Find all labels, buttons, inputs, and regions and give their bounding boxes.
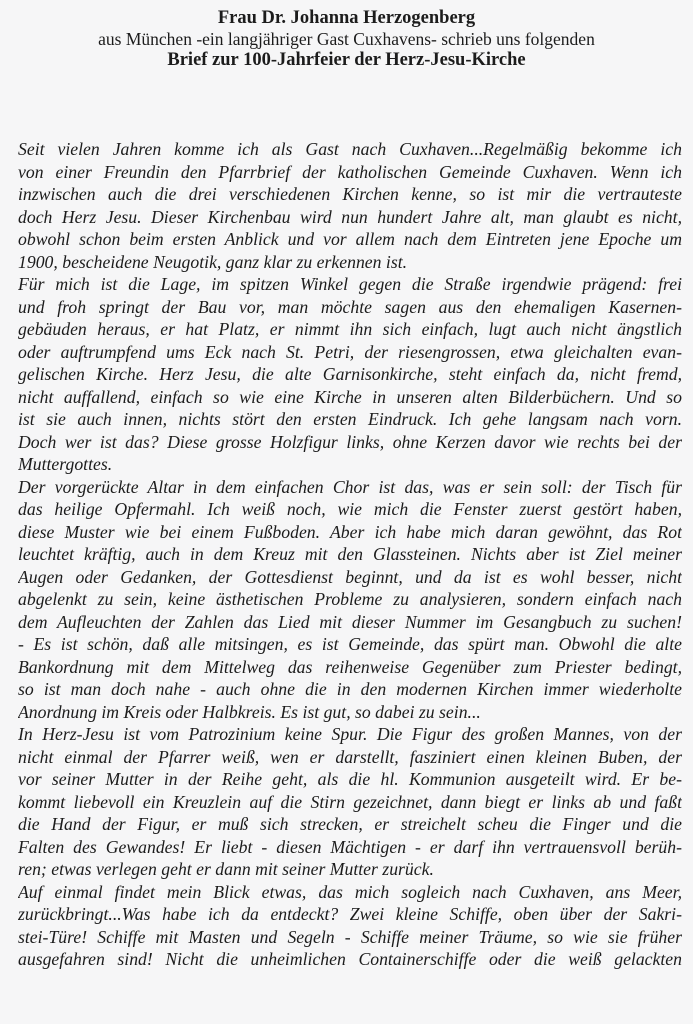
letter-line: von einer Freundin den Pfarrbrief der katholischen Gemeinde Cuxhaven. Wenn ich [18,161,682,182]
document-header [0,8,693,71]
letter-line: vor seiner Mutter in der Reihe geht, als die hl. Kommunion ausgeteilt wird. Er be- [18,769,682,789]
letter-line: - Es ist schön, daß alle mitsingen, es ist Gemeinde, das spürt man. Obwohl die alte [18,634,682,654]
letter-line: ist sie auch innen, nichts stört den ersten Eindruck. Ich gehe langsam nach vorn. [18,409,682,429]
letter-line: diese Muster wie bei einem Fußboden. Aber ich habe mich daran gewöhnt, das Rot [18,521,682,542]
letter-line: gelischen Kirche. Herz Jesu, die alte Garnisonkirche, steht einfach da, nicht fremd, [18,364,682,384]
letter-line: Bankordnung mit dem Mittelweg das reihenweise Gegenüber zum Priester bedingt, [18,656,682,677]
letter-line: gebäuden heraus, er hat Platz, er nimmt ihn sich einfach, lugt auch nicht ängstlich [18,319,682,339]
letter-line: inzwischen auch die drei verschiedenen Kirchen kenne, so ist mir die vertrauteste [18,184,682,204]
letter-line: zurückbringt...Was habe ich da entdeckt? Zwei kleine Schiffe, oben über der Sakri- [18,904,682,924]
letter-line: dem Aufleuchten der Zahlen das Lied mit dieser Nummer im Gesangbuch zu suchen! [18,611,682,632]
letter-line: nicht einmal der Pfarrer weiß, wen er darstellt, fasziniert einen kleinen Buben, der [18,746,682,767]
letter-line: Doch wer ist das? Diese grosse Holzfigur links, ohne Kerzen davor wie rechts bei der [18,431,682,452]
letter-line: die Hand der Figur, er muß sich strecken, er streichelt scheu die Finger und die [18,814,682,834]
letter-line: In Herz-Jesu ist vom Patrozinium keine Spur. Die Figur des großen Mannes, von der [18,724,682,744]
letter-line: kommt liebevoll ein Kreuzlein auf die Stirn gezeichnet, dann biegt er links ab und faßt [18,791,682,812]
letter-line: das heilige Opfermahl. Ich weiß noch, wie mich die Fenster zuerst gestört haben, [18,499,682,519]
letter-line: ausgefahren sind! Nicht die unheimlichen Containerschiffe oder die weiß gelackten [18,949,682,969]
letter-line: 1900, bescheidene Neugotik, ganz klar zu erkennen ist. [18,251,408,272]
author-title: Frau Dr. Johanna Herzogenberg [217,8,476,28]
letter-line: Der vorgerückte Altar in dem einfachen Chor ist das, was er sein soll: der Tisch für [18,476,682,497]
letter-line: so ist man doch nahe - auch ohne die in den modernen Kirchen immer wiederholte [18,679,682,699]
letter-line: Seit vielen Jahren komme ich als Gast nach Cuxhaven...Regelmäßig bekomme ich [18,139,682,159]
letter-line: abgelenkt zu sein, keine ästhetischen Probleme zu analysieren, sondern einfach nach [18,589,682,609]
letter-line: doch Herz Jesu. Dieser Kirchenbau wird nun hundert Jahre alt, man glaubt es nicht, [18,206,682,227]
letter-line: Falten des Gewandes! Er liebt - diesen Mächtigen - er darf ihn vertrauensvoll berüh- [18,836,682,857]
letter-line: nicht auffallend, einfach so wie eine Kirche in unseren alten Bilderbüchern. Und so [18,386,682,407]
letter-line: stei-Türe! Schiffe mit Masten und Segeln - Schiffe meiner Träume, so wie sie früher [18,926,682,947]
letter-line: Auf einmal findet mein Blick etwas, das mich sogleich nach Cuxhaven, ans Meer, [18,881,682,902]
letter-line: Anordnung im Kreis oder Halbkreis. Es ist gut, so dabei zu sein... [18,701,481,722]
letter-line: Muttergottes. [18,454,113,474]
letter-headline: Brief zur 100-Jahrfeier der Herz-Jesu-Kirche [167,50,526,70]
letter-line: leuchtet kräftig, auch in dem Kreuz mit den Glassteinen. Nichts aber ist Ziel meiner [18,544,682,564]
letter-body [18,138,682,971]
letter-line: obwohl schon beim ersten Anblick und vor allem nach dem Eintreten jene Epoche um [18,229,682,249]
letter-line: und froh springt der Bau vor, man möchte sagen aus den ehemaligen Kasernen- [18,296,682,317]
letter-line: ren; etwas verlegen geht er dann mit seiner Mutter zurück. [18,859,434,879]
letter-line: Für mich ist die Lage, im spitzen Winkel gegen die Straße irgendwie prägend: frei [18,274,682,294]
author-subtitle: aus München -ein langjähriger Gast Cuxhavens- schrieb uns folgenden [98,29,595,49]
letter-line: oder auftrumpfend ums Eck nach St. Petri, der riesengrossen, etwa gleichalten evan- [18,341,682,362]
letter-line: Augen oder Gedanken, der Gottesdienst beginnt, und da ist es wohl besser, nicht [18,566,682,587]
